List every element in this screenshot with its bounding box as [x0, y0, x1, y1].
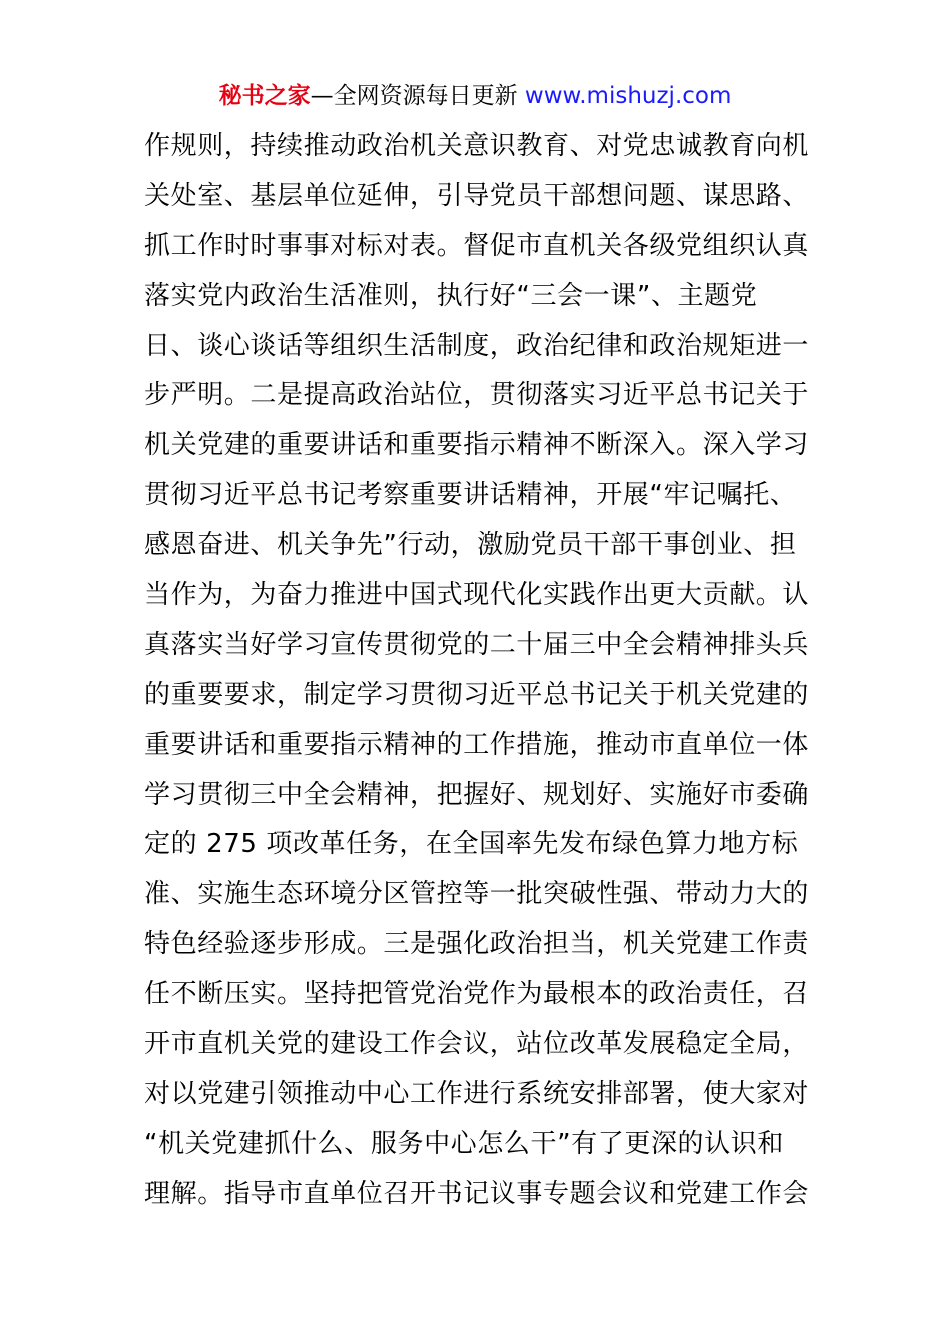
page-header	[0, 80, 950, 112]
text-line: 抓工作时时事事对标对表。督促市直机关各级党组织认真	[144, 230, 810, 261]
text-line: 特色经验逐步形成。三是强化政治担当，机关党建工作责	[144, 929, 810, 960]
text-line: 步严明。二是提高政治站位，贯彻落实习近平总书记关于	[144, 380, 810, 411]
text-line: 日、谈心谈话等组织生活制度，政治纪律和政治规矩进一	[144, 330, 810, 361]
text-line: 准、实施生态环境分区管控等一批突破性强、带动力大的	[144, 879, 810, 910]
header-tagline: —全网资源每日更新	[310, 83, 525, 109]
text-line: 关处室、基层单位延伸，引导党员干部想问题、谋思路、	[144, 180, 810, 211]
text-line: 开市直机关党的建设工作会议，站位改革发展稳定全局，	[144, 1029, 810, 1060]
text-line: 理解。指导市直单位召开书记议事专题会议和党建工作会	[144, 1178, 810, 1209]
text-line: 定的 275 项改革任务，在全国率先发布绿色算力地方标	[144, 829, 799, 860]
text-line: 感恩奋进、机关争先”行动，激励党员干部干事创业、担	[144, 530, 797, 561]
body-text	[144, 122, 814, 1220]
text-line: 的重要要求，制定学习贯彻习近平总书记关于机关党建的	[144, 679, 810, 710]
text-line: 学习贯彻三中全会精神，把握好、规划好、实施好市委确	[144, 779, 810, 810]
header-site-link[interactable]: www.mishuzj.com	[524, 83, 732, 109]
text-line: 作规则，持续推动政治机关意识教育、对党忠诚教育向机	[144, 131, 810, 161]
text-line: 真落实当好学习宣传贯彻党的二十届三中全会精神排头兵	[144, 629, 810, 660]
text-line: 当作为，为奋力推进中国式现代化实践作出更大贡献。认	[144, 580, 810, 611]
text-line: 机关党建的重要讲话和重要指示精神不断深入。深入学习	[144, 430, 810, 461]
text-line: 对以党建引领推动中心工作进行系统安排部署，使大家对	[144, 1078, 810, 1109]
text-line: 任不断压实。坚持把管党治党作为最根本的政治责任，召	[144, 979, 810, 1010]
text-line: 贯彻习近平总书记考察重要讲话精神，开展“牢记嘱托、	[144, 480, 797, 511]
text-line: 重要讲话和重要指示精神的工作措施，推动市直单位一体	[144, 729, 810, 760]
header-brand: 秘书之家	[218, 83, 311, 109]
text-line: 落实党内政治生活准则，执行好“三会一课”、主题党	[144, 280, 758, 311]
text-line: “机关党建抓什么、服务中心怎么干”有了更深的认识和	[144, 1128, 784, 1159]
